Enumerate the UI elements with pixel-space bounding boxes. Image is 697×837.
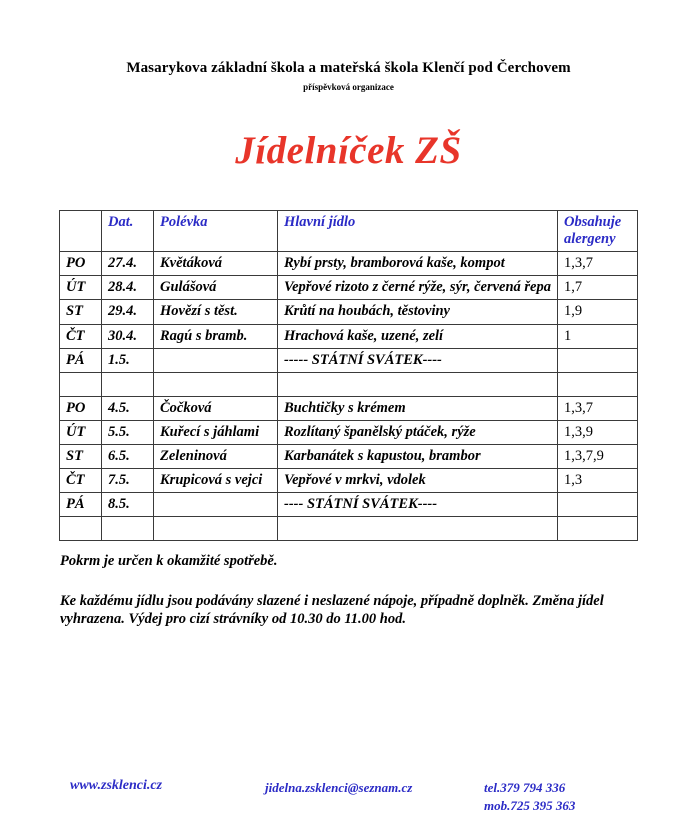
cell-day: PO — [60, 252, 102, 276]
cell-day: ÚT — [60, 420, 102, 444]
cell-main-dish: ---- STÁTNÍ SVÁTEK---- — [278, 493, 558, 517]
cell-allergens: 1,3,7 — [558, 252, 638, 276]
cell-soup — [154, 372, 278, 396]
cell-main-dish — [278, 372, 558, 396]
cell-soup — [154, 517, 278, 541]
cell-date: 4.5. — [102, 396, 154, 420]
cell-soup: Gulášová — [154, 276, 278, 300]
table-row — [60, 276, 638, 300]
cell-date: 7.5. — [102, 469, 154, 493]
cell-soup — [154, 348, 278, 372]
cell-day — [60, 517, 102, 541]
cell-allergens: 1,3,7 — [558, 396, 638, 420]
cell-main-dish: Vepřové v mrkvi, vdolek — [278, 469, 558, 493]
table-header-row — [60, 211, 638, 252]
column-header-allergens: Obsahuje alergeny — [558, 211, 638, 252]
cell-day — [60, 372, 102, 396]
cell-allergens: 1,3,7,9 — [558, 444, 638, 468]
cell-date: 27.4. — [102, 252, 154, 276]
menu-table — [59, 210, 638, 541]
cell-day: PO — [60, 396, 102, 420]
cell-soup: Hovězí s těst. — [154, 300, 278, 324]
cell-allergens — [558, 517, 638, 541]
cell-day: ST — [60, 444, 102, 468]
cell-soup: Květáková — [154, 252, 278, 276]
cell-date — [102, 517, 154, 541]
table-row — [60, 252, 638, 276]
cell-main-dish — [278, 517, 558, 541]
table-row — [60, 324, 638, 348]
cell-main-dish: ----- STÁTNÍ SVÁTEK---- — [278, 348, 558, 372]
cell-main-dish: Buchtičky s krémem — [278, 396, 558, 420]
table-row — [60, 469, 638, 493]
cell-day: PÁ — [60, 493, 102, 517]
table-row-holiday — [60, 348, 638, 372]
cell-main-dish: Krůtí na houbách, těstoviny — [278, 300, 558, 324]
cell-soup: Krupicová s vejci — [154, 469, 278, 493]
table-row — [60, 300, 638, 324]
cell-day: ST — [60, 300, 102, 324]
cell-date: 1.5. — [102, 348, 154, 372]
cell-allergens: 1,3 — [558, 469, 638, 493]
cell-date: 8.5. — [102, 493, 154, 517]
cell-main-dish: Rybí prsty, bramborová kaše, kompot — [278, 252, 558, 276]
cell-allergens: 1,3,9 — [558, 420, 638, 444]
telephone-number: tel.379 794 336 — [484, 780, 566, 795]
cell-main-dish: Karbanátek s kapustou, brambor — [278, 444, 558, 468]
column-header-main-dish: Hlavní jídlo — [278, 211, 558, 252]
cell-allergens — [558, 348, 638, 372]
table-row-empty — [60, 372, 638, 396]
document-page — [0, 60, 697, 837]
cell-day: ČT — [60, 324, 102, 348]
mobile-number: mob.725 395 363 — [484, 798, 576, 813]
cell-soup: Zeleninová — [154, 444, 278, 468]
note-drinks-and-serving: Ke každému jídlu jsou podávány slazené i neslazené nápoje, případně doplněk. Změna jídel vyhrazena. Výdej pro cizí strávníky od 10.30 do 11.00 hod. — [60, 593, 604, 628]
cell-day: ÚT — [60, 276, 102, 300]
page-title: Jídelníček ZŠ — [235, 129, 462, 172]
cell-day: PÁ — [60, 348, 102, 372]
table-row-holiday — [60, 493, 638, 517]
column-header-soup: Polévka — [154, 211, 278, 252]
cell-date: 30.4. — [102, 324, 154, 348]
cell-date: 29.4. — [102, 300, 154, 324]
website-link[interactable]: www.zsklenci.cz — [70, 778, 163, 793]
table-header — [60, 211, 638, 252]
cell-main-dish: Rozlítaný španělský ptáček, rýže — [278, 420, 558, 444]
school-name: Masarykova základní škola a mateřská škola Klenčí pod Čerchovem — [126, 60, 571, 76]
table-row — [60, 396, 638, 420]
cell-allergens: 1,7 — [558, 276, 638, 300]
table-row-empty — [60, 517, 638, 541]
column-header-day — [60, 211, 102, 252]
column-header-date: Dat. — [102, 211, 154, 252]
cell-main-dish: Vepřové rizoto z černé rýže, sýr, červená řepa — [278, 276, 558, 300]
cell-allergens — [558, 372, 638, 396]
note-immediate-consumption: Pokrm je určen k okamžité spotřebě. — [60, 553, 278, 570]
cell-date — [102, 372, 154, 396]
cell-date: 28.4. — [102, 276, 154, 300]
cell-allergens: 1,9 — [558, 300, 638, 324]
cell-date: 5.5. — [102, 420, 154, 444]
table-row — [60, 444, 638, 468]
table-row — [60, 420, 638, 444]
cell-allergens: 1 — [558, 324, 638, 348]
cell-soup: Čočková — [154, 396, 278, 420]
cell-soup: Kuřecí s jáhlami — [154, 420, 278, 444]
cell-main-dish: Hrachová kaše, uzené, zelí — [278, 324, 558, 348]
cell-allergens — [558, 493, 638, 517]
cell-soup: Ragú s bramb. — [154, 324, 278, 348]
cell-day: ČT — [60, 469, 102, 493]
organization-type: příspěvková organizace — [303, 82, 394, 92]
cell-date: 6.5. — [102, 444, 154, 468]
table-body — [60, 252, 638, 541]
cell-soup — [154, 493, 278, 517]
email-link[interactable]: jidelna.zsklenci@seznam.cz — [265, 780, 413, 795]
